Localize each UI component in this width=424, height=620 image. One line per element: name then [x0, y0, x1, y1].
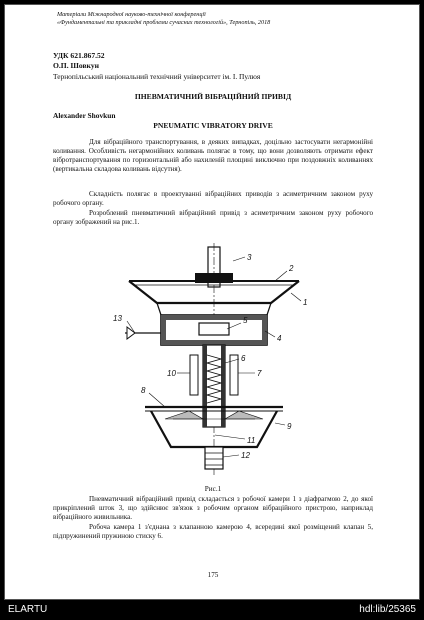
- conference-header: [57, 11, 270, 27]
- page-number: 175: [207, 571, 219, 579]
- paragraph-2: Складність полягає в проектуванні вібраційних приводів з асиметричним законом руху робочого органу.: [53, 190, 373, 207]
- label-12: 12: [241, 451, 250, 460]
- udk-code: УДК 621.867.52: [53, 51, 105, 60]
- paragraph-1: Для вібраційного транспортування, в деяких випадках, доцільно застосувати негармонійні коливання. Особливість негармонійних коливань полягає в тому, що вони дозволяють отримати ефект вібротранспортування по горизонтальній або нахиленій площині виключно при поздовжніх коливаннях (вертикальна складова коливань відсутня).: [53, 138, 373, 173]
- label-6: 6: [241, 354, 246, 363]
- fitting-12: [205, 447, 223, 469]
- header-line-1: Матеріали Міжнародної науково-технічної конференції: [57, 11, 206, 18]
- label-2: 2: [289, 264, 294, 273]
- footer-bar: [0, 600, 424, 620]
- label-13: 13: [113, 314, 122, 323]
- affiliation: Тернопільський національний технічний університет ім. І. Пулюя: [53, 72, 261, 81]
- header-line-2: «Фундаментальні та прикладні проблеми сучасних технологій», Тернопіль, 2018: [57, 19, 271, 26]
- valve-5: [199, 323, 229, 335]
- paragraph-4: Пневматичний вібраційний привід складається з робочої камери 1 з діафрагмою 2, до якої прикріплений шток 3, що здійснює зв'язок з робочим органом вібраційного пристрою, наприклад вібраційного живильника.: [53, 495, 373, 521]
- label-1: 1: [303, 298, 308, 307]
- footer-repository: ELARTU: [8, 604, 48, 615]
- rod-10: [190, 355, 198, 395]
- paragraph-3: Розроблений пневматичний вібраційний привід з асиметричним законом руху робочого органу зображений на рис.1.: [53, 209, 373, 226]
- label-3: 3: [247, 253, 252, 262]
- figure-caption: Рис.1: [204, 485, 222, 493]
- label-10: 10: [167, 369, 176, 378]
- label-8: 8: [141, 386, 146, 395]
- title-ua: ПНЕВМАТИЧНИЙ ВІБРАЦІЙНИЙ ПРИВІД: [134, 92, 292, 101]
- paragraph-5: Робоча камера 1 з'єднана з клапанною камерою 4, всередині якої розміщений клапан 5, підпружинений пружиною стиску 6.: [53, 523, 373, 540]
- label-11: 11: [247, 436, 256, 445]
- label-5: 5: [243, 316, 248, 325]
- label-4: 4: [277, 334, 282, 343]
- paper-page: [4, 4, 420, 600]
- diaphragm-hub: [195, 273, 233, 283]
- title-en: PNEUMATIC VIBRATORY DRIVE: [153, 121, 273, 130]
- author-en: Alexander Shovkun: [53, 111, 116, 120]
- label-9: 9: [287, 422, 292, 431]
- label-7: 7: [257, 369, 262, 378]
- footer-handle: hdl:lib/25365: [359, 604, 416, 615]
- author-ua: О.П. Шовкун: [53, 61, 99, 70]
- figure-pneumatic-drive: [105, 243, 325, 483]
